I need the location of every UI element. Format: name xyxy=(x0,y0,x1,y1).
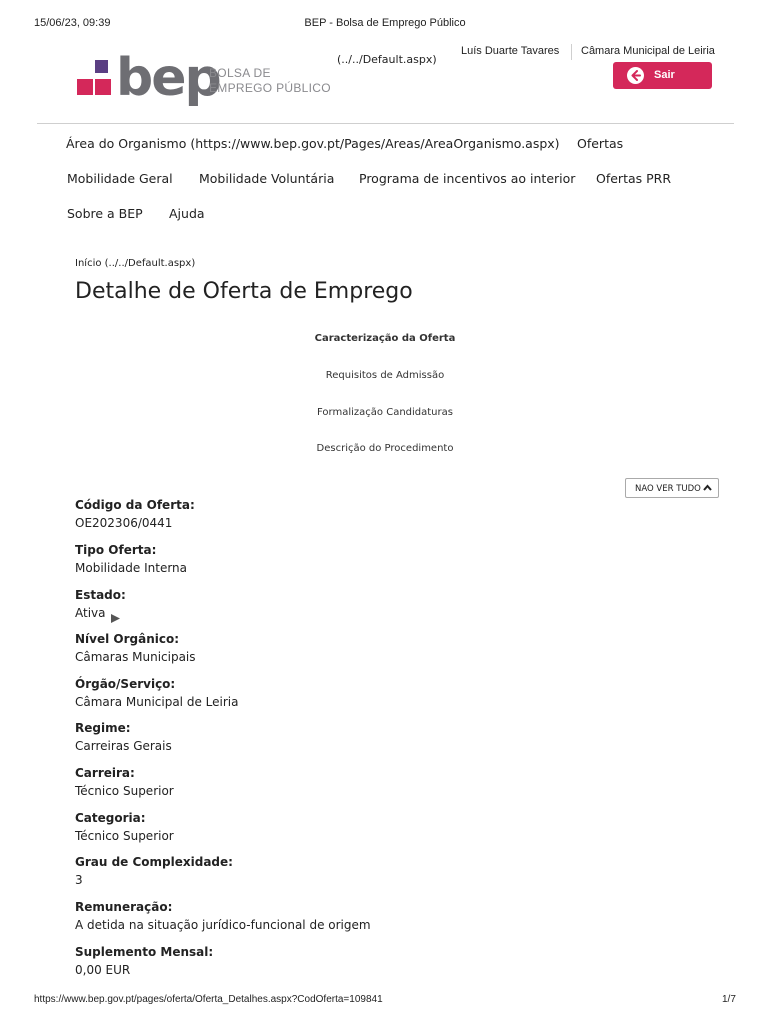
logo-square-purple xyxy=(95,60,108,73)
page-title: Detalhe de Oferta de Emprego xyxy=(75,279,413,304)
field-label: Suplemento Mensal: xyxy=(75,945,214,959)
logout-label: Sair xyxy=(654,69,675,81)
field-value: 3 xyxy=(75,873,83,887)
breadcrumb[interactable]: Início (../../Default.aspx) xyxy=(75,258,196,269)
field-value: Carreiras Gerais xyxy=(75,739,172,753)
tab-formalizacao[interactable]: Formalização Candidaturas xyxy=(317,407,453,418)
user-divider xyxy=(571,44,572,60)
play-arrow-icon[interactable] xyxy=(110,609,121,628)
tab-descricao[interactable]: Descrição do Procedimento xyxy=(316,443,454,454)
field-label: Grau de Complexidade: xyxy=(75,855,233,869)
field-value: A detida na situação jurídico-funcional de origem xyxy=(75,918,371,932)
field-label: Remuneração: xyxy=(75,900,173,914)
field-label: Órgão/Serviço: xyxy=(75,677,176,691)
chevron-up-icon xyxy=(703,484,712,494)
nav-mobilidade-voluntaria[interactable]: Mobilidade Voluntária xyxy=(199,171,335,186)
print-datetime: 15/06/23, 09:39 xyxy=(34,17,111,29)
print-page-number: 1/7 xyxy=(722,994,736,1005)
field-value: Ativa xyxy=(75,606,106,620)
field-label: Carreira: xyxy=(75,766,135,780)
hide-all-label: NAO VER TUDO xyxy=(635,484,701,494)
home-link[interactable]: (../../Default.aspx) xyxy=(337,53,437,66)
tab-caracterizacao[interactable]: Caracterização da Oferta xyxy=(314,333,456,344)
nav-ajuda[interactable]: Ajuda xyxy=(169,206,205,221)
logo-subtitle-line2: EMPREGO PÚBLICO xyxy=(209,81,331,95)
field-label: Regime: xyxy=(75,721,131,735)
logo-square-pink-left xyxy=(77,79,93,95)
tab-requisitos[interactable]: Requisitos de Admissão xyxy=(325,370,445,381)
field-value: Técnico Superior xyxy=(75,829,174,843)
field-label: Estado: xyxy=(75,588,126,602)
header-divider xyxy=(37,123,734,124)
hide-all-button[interactable] xyxy=(625,478,719,498)
nav-mobilidade-geral[interactable]: Mobilidade Geral xyxy=(67,171,173,186)
user-name[interactable]: Luís Duarte Tavares xyxy=(461,45,560,57)
nav-ofertas-prr[interactable]: Ofertas PRR xyxy=(596,171,672,186)
nav-area-organismo[interactable]: Área do Organismo (https://www.bep.gov.pt/Pages/Areas/AreaOrganismo.aspx) xyxy=(66,136,560,151)
logo-subtitle-line1: BOLSA DE xyxy=(209,66,271,80)
field-label: Nível Orgânico: xyxy=(75,632,180,646)
field-value: Mobilidade Interna xyxy=(75,561,188,575)
field-label: Tipo Oferta: xyxy=(75,543,157,557)
nav-programa-incentivos[interactable]: Programa de incentivos ao interior xyxy=(359,171,576,186)
field-value: 0,00 EUR xyxy=(75,963,131,977)
logout-button[interactable] xyxy=(613,62,712,89)
field-value: Câmara Municipal de Leiria xyxy=(75,695,239,709)
field-value: Câmaras Municipais xyxy=(75,650,196,664)
print-footer-url: https://www.bep.gov.pt/pages/oferta/Oferta_Detalhes.aspx?CodOferta=109841 xyxy=(34,994,383,1005)
nav-ofertas[interactable]: Ofertas xyxy=(577,136,624,151)
field-value: OE202306/0441 xyxy=(75,516,173,530)
organism-name[interactable]: Câmara Municipal de Leiria xyxy=(581,45,715,57)
nav-sobre-bep[interactable]: Sobre a BEP xyxy=(67,206,143,221)
logout-icon xyxy=(627,67,644,84)
logo-wordmark: bep xyxy=(116,48,220,108)
print-title: BEP - Bolsa de Emprego Público xyxy=(304,17,466,29)
field-label: Categoria: xyxy=(75,811,146,825)
field-value: Técnico Superior xyxy=(75,784,174,798)
logo-square-pink-right xyxy=(95,79,111,95)
field-label: Código da Oferta: xyxy=(75,498,195,512)
